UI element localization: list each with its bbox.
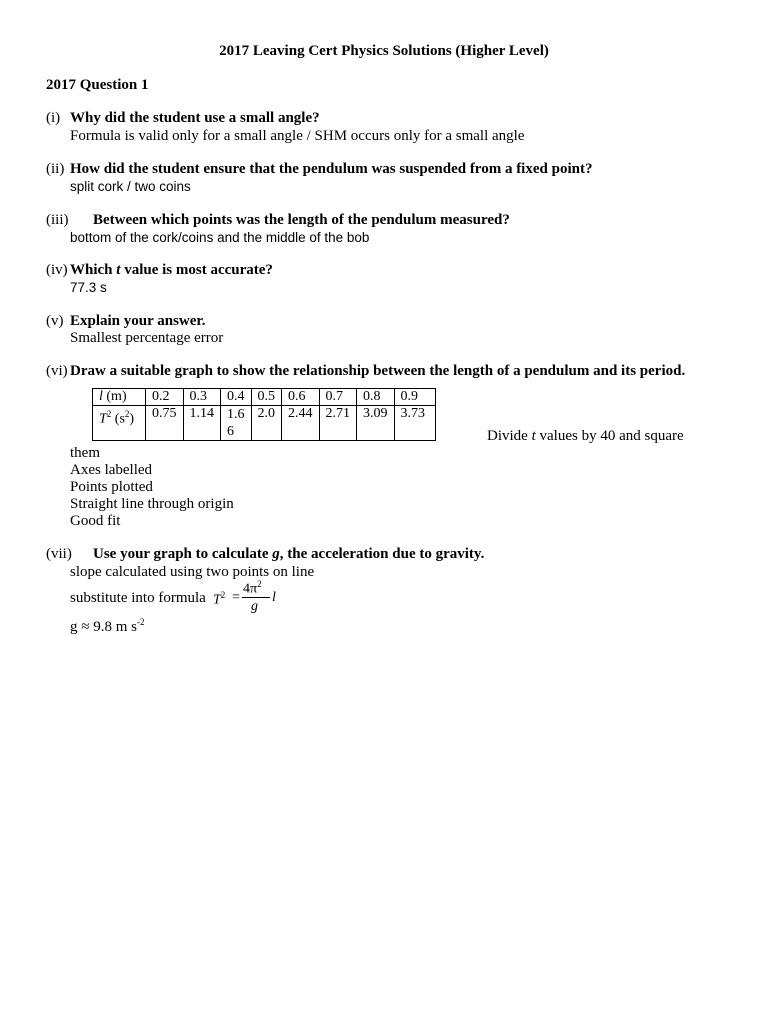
table-row-length <box>93 389 436 406</box>
part-i-number: (i) <box>46 110 61 126</box>
part-iv-answer: 77.3 s <box>70 280 107 295</box>
table-header-period-squared: $T^2$ $(s^2)$ <box>93 406 146 441</box>
part-ii-question: How did the student ensure that the pendulum was suspended from a fixed point? <box>70 161 593 177</box>
part-iii-answer: bottom of the cork/coins and the middle of the bob <box>70 230 370 245</box>
marking-point: Straight line through origin <box>70 496 234 512</box>
marking-point: Points plotted <box>70 479 153 495</box>
part-vii-question: Use your graph to calculate g, the acceleration due to gravity. <box>93 546 485 562</box>
table-cell: 1.6 6 <box>221 406 252 441</box>
part-i-question: Why did the student use a small angle? <box>70 110 320 126</box>
formula-lhs: $T^2$ <box>213 590 226 608</box>
part-ii-answer: split cork / two coins <box>70 179 191 194</box>
formula-numerator: $4\pi^2$ <box>243 579 262 597</box>
part-vii-answer-slope: slope calculated using two points on line <box>70 564 315 580</box>
part-iii-question: Between which points was the length of the pendulum measured? <box>93 212 510 228</box>
part-iv-number: (iv) <box>46 262 68 278</box>
table-cell: 0.4 <box>221 389 252 406</box>
table-cell: 3.73 <box>394 406 435 441</box>
part-ii-number: (ii) <box>46 161 65 177</box>
fraction-bar <box>242 597 270 598</box>
part-vi-question: Draw a suitable graph to show the relationship between the length of a pendulum and its period. <box>70 363 686 379</box>
part-vii-number: (vii) <box>46 546 72 562</box>
part-vi-note-continued: them <box>70 445 100 461</box>
table-cell: 0.2 <box>146 389 184 406</box>
table-cell: 2.0 <box>251 406 282 441</box>
part-vii-answer-substitute: substitute into formula <box>70 590 206 606</box>
table-cell: 0.9 <box>394 389 435 406</box>
part-v-question: Explain your answer. <box>70 313 206 329</box>
formula-length: l <box>272 590 276 605</box>
part-v-answer: Smallest percentage error <box>70 330 224 346</box>
pendulum-data-table <box>92 388 436 441</box>
table-cell: 2.71 <box>319 406 357 441</box>
table-row-period-squared <box>93 406 436 441</box>
part-vii-result: g ≈ 9.8 m $s^{-2}$ <box>70 617 145 635</box>
part-v-number: (v) <box>46 313 64 329</box>
formula-denominator: g <box>251 599 258 614</box>
table-cell: 0.7 <box>319 389 357 406</box>
table-cell: 0.5 <box>251 389 282 406</box>
marking-point: Good fit <box>70 513 121 529</box>
table-cell: 0.3 <box>183 389 221 406</box>
table-cell: 0.6 <box>282 389 320 406</box>
table-cell: 1.14 <box>183 406 221 441</box>
table-cell: 3.09 <box>357 406 395 441</box>
part-i-answer: Formula is valid only for a small angle / SHM occurs only for a small angle <box>70 128 525 144</box>
marking-point: Axes labelled <box>70 462 153 478</box>
table-cell: 0.8 <box>357 389 395 406</box>
document-title: 2017 Leaving Cert Physics Solutions (Higher Level) <box>219 43 549 59</box>
part-iii-number: (iii) <box>46 212 69 228</box>
question-heading: 2017 Question 1 <box>46 77 149 93</box>
formula-equals: = <box>232 590 240 605</box>
part-iv-question: Which t value is most accurate? <box>70 262 273 278</box>
table-header-length: l (m) <box>93 389 146 406</box>
table-cell: 2.44 <box>282 406 320 441</box>
part-vi-number: (vi) <box>46 363 68 379</box>
part-vi-note: Divide t values by 40 and square <box>487 428 684 444</box>
table-cell: 0.75 <box>146 406 184 441</box>
